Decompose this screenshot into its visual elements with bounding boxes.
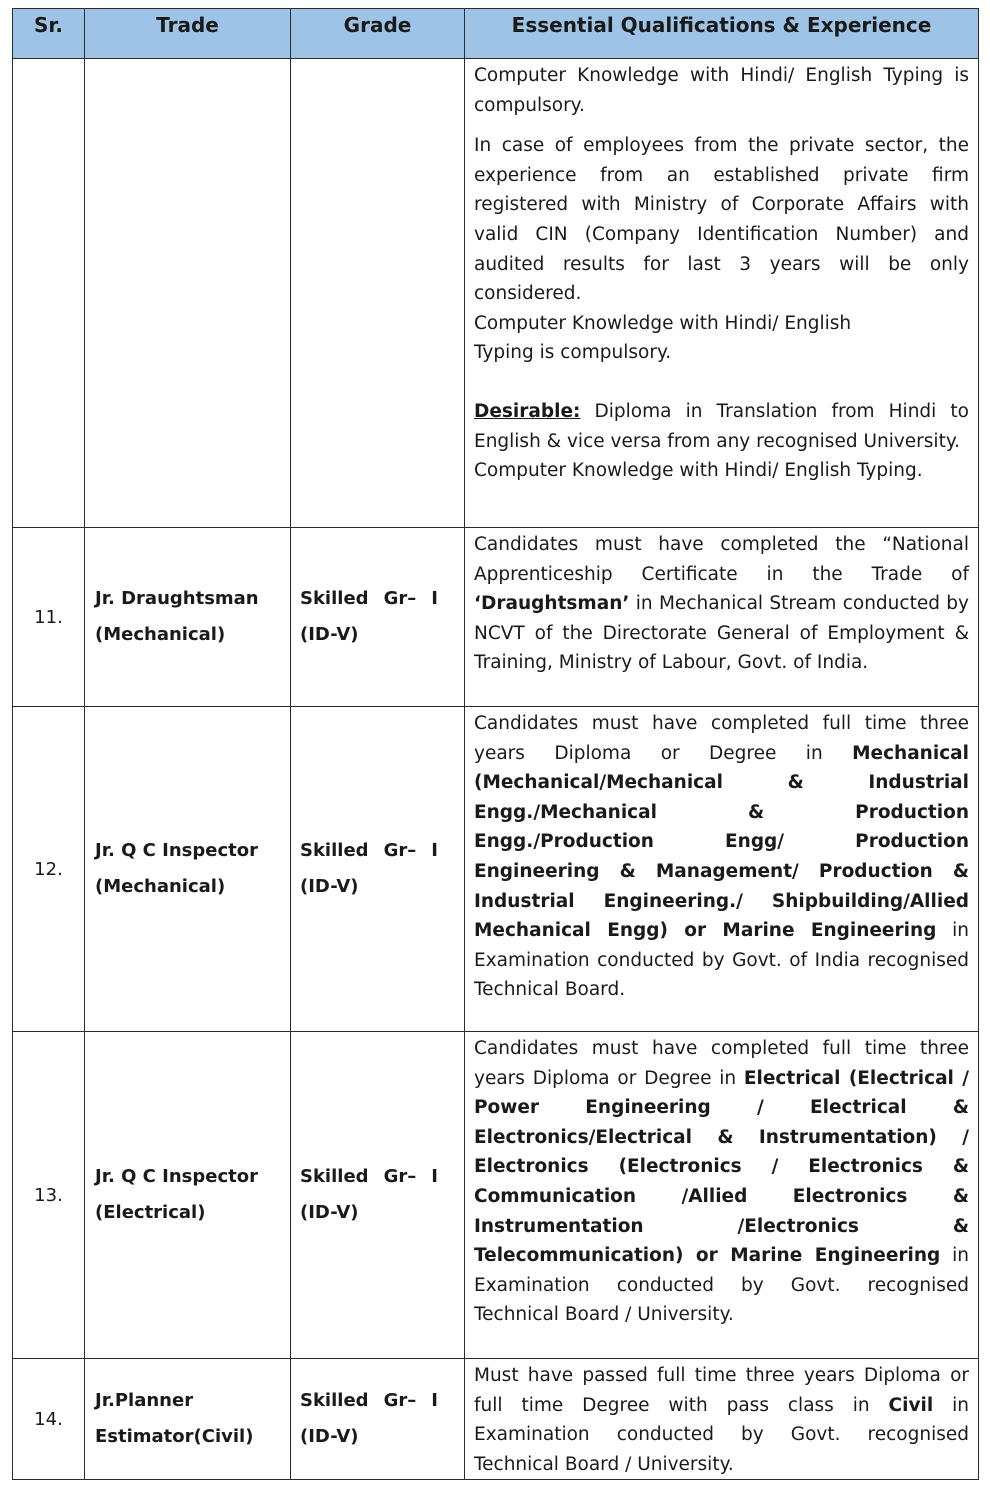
header-trade: Trade <box>85 9 291 59</box>
trade-line: (Electrical) <box>95 1202 206 1223</box>
sr-cell: 13. <box>13 1032 85 1359</box>
grade-cell <box>291 528 465 707</box>
qualification-text: In case of employees from the private sector, the experience from an established private firm registered with Ministry of Corporate Affairs with valid CIN (Company Identification Number) and audited results for last 3 years will be only considered. <box>474 135 969 305</box>
trade-cell <box>85 59 291 528</box>
header-row <box>13 9 979 59</box>
trade-line: Jr.Planner <box>95 1390 194 1412</box>
qualifications-table <box>12 8 979 1480</box>
grade-line: Skilled Gr– I <box>300 840 438 861</box>
qualification-text: Candidates must have completed full time three years Diploma or Degree in Electrical (Electrical / Power Engineering / Electrical & Electronics/Electrical & Instrumentation) / Electronics (Electronics / Electronics & Communication /Allied Electronics & Instrumentation /Electronics & Telecommunication) or Marine Engineering in Examination conducted by Govt. recognised Technical Board / University. <box>474 1038 969 1326</box>
trade-line: Jr. Q C Inspector <box>95 1166 258 1187</box>
qualification-text: Typing is compulsory. <box>474 342 672 364</box>
sr-cell: 12. <box>13 707 85 1032</box>
grade-line: (ID-V) <box>300 876 359 897</box>
qualification-text: Computer Knowledge with Hindi/ English Typing is compulsory. <box>474 65 969 116</box>
grade-line: Skilled Gr– I <box>300 588 438 609</box>
grade-line: Skilled Gr– I <box>300 1390 438 1412</box>
table-row-continued <box>13 59 979 528</box>
grade-cell <box>291 1032 465 1359</box>
header-grade: Grade <box>291 9 465 59</box>
qualification-cell <box>465 1032 979 1359</box>
qualification-text: Must have passed full time three years Diploma or full time Degree with pass class in Civil in Examination conducted by Govt. recognised Technical Board / University. <box>474 1365 969 1475</box>
grade-line: Skilled Gr– I <box>300 1166 438 1187</box>
qualification-cell <box>465 707 979 1032</box>
trade-cell <box>85 707 291 1032</box>
qualification-text: Computer Knowledge with Hindi/ English <box>474 312 852 334</box>
qualification-text: Candidates must have completed full time three years Diploma or Degree in Mechanical (Mechanical/Mechanical & Industrial Engg./Mechanical & Production Engg./Production Engg/ Production Engineering & Management/ Production & Industrial Engineering./ Shipbuilding/Allied Mechanical Engg) or Marine Engineering in Examination conducted by Govt. of India recognised Technical Board. <box>474 713 970 1001</box>
trade-line: Estimator(Civil) <box>95 1426 254 1448</box>
grade-line: (ID-V) <box>300 1202 359 1223</box>
desirable-label: Desirable: <box>474 400 581 422</box>
table-row-11 <box>13 528 979 707</box>
sr-cell <box>13 59 85 528</box>
qualification-cell <box>465 1359 979 1480</box>
qualification-text: Candidates must have completed the “National Apprenticeship Certificate in the Trade of ‘Draughtsman’ in Mechanical Stream conducted by NCVT of the Directorate General of Employment & Training, Ministry of Labour, Govt. of India. <box>474 534 969 674</box>
table-row-12 <box>13 707 979 1032</box>
grade-cell <box>291 1359 465 1480</box>
table-row-14 <box>13 1359 979 1480</box>
table-row-13 <box>13 1032 979 1359</box>
trade-line: Jr. Draughtsman <box>95 588 259 609</box>
grade-cell <box>291 707 465 1032</box>
trade-line: (Mechanical) <box>95 624 226 645</box>
trade-cell <box>85 528 291 707</box>
desirable-text: Diploma in Translation from Hindi to English & vice versa from any recognised University. <box>474 400 969 452</box>
qualification-text: Computer Knowledge with Hindi/ English Typing. <box>474 460 923 482</box>
header-qualifications: Essential Qualifications & Experience <box>465 9 979 59</box>
sr-cell: 14. <box>13 1359 85 1480</box>
trade-line: Jr. Q C Inspector <box>95 840 258 861</box>
desirable-paragraph <box>474 397 969 456</box>
grade-line: (ID-V) <box>300 624 359 645</box>
qualification-cell <box>465 59 979 528</box>
trade-cell <box>85 1359 291 1480</box>
grade-cell <box>291 59 465 528</box>
trade-line: (Mechanical) <box>95 876 226 897</box>
sr-cell: 11. <box>13 528 85 707</box>
qualification-cell <box>465 528 979 707</box>
trade-cell <box>85 1032 291 1359</box>
header-sr: Sr. <box>13 9 85 59</box>
grade-line: (ID-V) <box>300 1426 359 1448</box>
